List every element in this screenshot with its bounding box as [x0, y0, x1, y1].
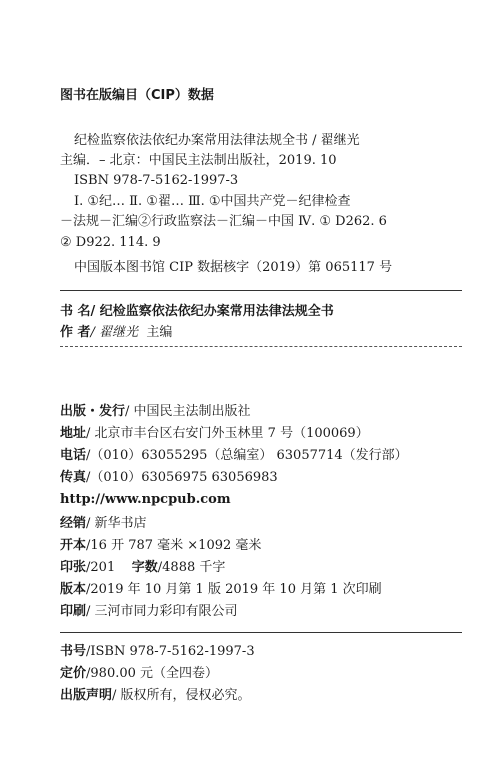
bottom-rule	[60, 632, 462, 633]
address-value: / 北京市丰台区右安门外玉林里 7 号（100069）	[86, 426, 369, 441]
fax-value: /（010）63056975 63056983	[86, 470, 278, 485]
publisher-row	[60, 404, 251, 420]
isbn-label: 书号	[60, 644, 87, 659]
author-row	[60, 325, 172, 341]
author-role: 主编	[146, 325, 173, 340]
edition-label: 版本	[60, 582, 87, 597]
title-value: / 纪检监察依法依纪办案常用法律法规全书	[90, 304, 334, 319]
wordcount-label: 字数	[131, 560, 158, 575]
middle-rule	[60, 346, 462, 347]
printer-row	[60, 604, 238, 620]
title-label: 书 名	[60, 304, 91, 319]
phone-label: 电话	[60, 448, 87, 463]
cip-line-2: 主编．– 北京：中国民主法制出版社，2019. 10	[60, 153, 337, 168]
price-label: 定价	[60, 666, 87, 681]
author-name: / 翟继光	[90, 325, 139, 340]
cip-line-4: Ⅰ. ①纪… Ⅱ. ①翟… Ⅲ. ①中国共产党－纪律检查	[74, 194, 351, 209]
sheets-label: 印张	[60, 560, 87, 575]
phone-value: /（010）63055295（总编室） 63057714（发行部）	[86, 448, 408, 463]
format-value: /16 开 787 毫米 ×1092 毫米	[86, 538, 262, 553]
title-row	[60, 304, 334, 320]
cip-line-6: ② D922. 114. 9	[60, 235, 161, 250]
isbn-row	[60, 644, 255, 660]
notice-label: 出版声明	[60, 688, 113, 703]
address-row	[60, 426, 369, 442]
format-row	[60, 538, 261, 554]
notice-value: / 版权所有，侵权必究。	[112, 688, 251, 703]
price-row	[60, 666, 218, 682]
fax-row	[60, 470, 278, 486]
dealer-value: / 新华书店	[86, 516, 147, 531]
sheets-value: /201	[86, 560, 116, 575]
cip-line-5: －法规－汇编②行政监察法－汇编－中国 Ⅳ. ① D262. 6	[60, 214, 387, 229]
top-rule	[60, 290, 462, 291]
publisher-value: / 中国民主法制出版社	[125, 404, 251, 419]
author-label: 作 者	[60, 325, 91, 340]
sheets-row	[60, 560, 225, 576]
printer-value: / 三河市同力彩印有限公司	[86, 604, 238, 619]
fax-label: 传真	[60, 470, 87, 485]
publisher-label: 出版・发行	[60, 404, 126, 419]
cip-verification: 中国版本图书馆 CIP 数据核字（2019）第 065117 号	[74, 260, 393, 275]
format-label: 开本	[60, 538, 87, 553]
isbn-value: /ISBN 978-7-5162-1997-3	[86, 644, 255, 659]
cip-line-1: 纪检监察依法依纪办案常用法律法规全书 / 翟继光	[74, 133, 360, 148]
notice-row	[60, 688, 251, 704]
website-url[interactable]: http://www.npcpub.com	[60, 492, 231, 507]
cip-heading: 图书在版编目（CIP）数据	[60, 88, 214, 103]
price-value: /980.00 元（全四卷）	[86, 666, 219, 681]
dealer-row	[60, 516, 147, 532]
printer-label: 印刷	[60, 604, 87, 619]
phone-row	[60, 448, 408, 464]
edition-value: /2019 年 10 月第 1 版 2019 年 10 月第 1 次印刷	[86, 582, 382, 597]
cip-line-3: ISBN 978-7-5162-1997-3	[74, 173, 239, 188]
edition-row	[60, 582, 382, 598]
wordcount-value: /4888 千字	[157, 560, 226, 575]
dealer-label: 经销	[60, 516, 87, 531]
address-label: 地址	[60, 426, 87, 441]
